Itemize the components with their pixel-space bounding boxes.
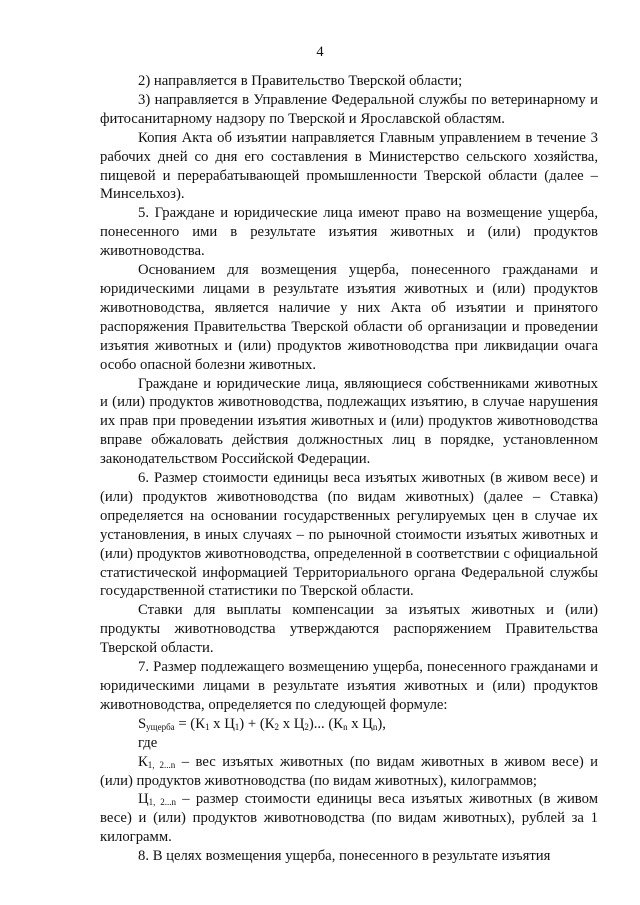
definition-k-sub: 1, 2...n [147, 759, 176, 770]
paragraph-act-copy: Копия Акта об изъятии направляется Главным управлением в течение 3 рабочих дней со дня его составления в Министерство сельского хозяйства, пищевой и перерабатывающей промышленности Тверской области (далее – Минсельхоз). [100, 129, 598, 203]
document-body [100, 72, 598, 866]
definition-c-text: – размер стоимости единицы веса изъятых животных (в живом весе) и (или) продуктов животноводства (по видам животных), рублей за 1 килограмм. [100, 791, 598, 846]
formula-k2-sub: 2 [274, 721, 280, 732]
formula-s: S [138, 715, 147, 732]
paragraph-clause-6: 6. Размер стоимости единицы веса изъятых животных (в живом весе) и (или) продуктов животноводства (по видам животных) (далее – Ставка) определяется на основании государственных регулируемых цен в случае их установления, в иных случаях – по рыночной стоимости изъятых животных и (или) продуктов животноводства, определенной в соответствии с официальной статистической информацией Территориального органа Федеральной службы государственной статистики по Тверской области. [100, 470, 598, 600]
formula-times-3: х [347, 715, 363, 732]
paragraph-clause-8: 8. В целях возмещения ущерба, понесенного в результате изъятия [138, 848, 551, 865]
paragraph-item-2: 2) направляется в Правительство Тверской области; [138, 73, 463, 89]
page-number: 4 [316, 44, 324, 60]
definition-k [100, 753, 598, 791]
paragraph-grounds: Основанием для возмещения ущерба, понесенного гражданами и юридическими лицами в результате изъятия животных и (или) продуктов животноводства, является наличие у них Акта об изъятии и принятого распоряжения Правительства Тверской области об организации и проведении изъятия животных и (или) продуктов животноводства при ликвидации очага особо опасной болезни животных. [100, 262, 598, 373]
formula-times-2: х [279, 715, 294, 732]
formula-k1: К [195, 715, 205, 732]
formula-c2-sub: 2 [304, 721, 309, 732]
formula-cn-sub: n [372, 721, 378, 732]
formula-ellipsis: )... ( [308, 715, 334, 732]
formula-cn: Ц [362, 715, 373, 732]
where-label: где [138, 734, 158, 751]
formula-plus: ) + ( [239, 715, 265, 732]
formula-kn: К [333, 715, 344, 732]
formula-kn-sub: n [343, 721, 348, 732]
paragraph-clause-7: 7. Размер подлежащего возмещению ущерба, понесенного гражданами и юридическими лицами в результате изъятия животных и (или) продуктов животноводства, определяется по следующей формуле: [100, 659, 598, 713]
definition-k-text: – вес изъятых животных (по видам животных в живом весе) и (или) продуктов животноводства (по видам животных), килограммов; [100, 753, 598, 789]
paragraph-appeal: Граждане и юридические лица, являющиеся собственниками животных и (или) продуктов животноводства, подлежащих изъятию, в случае нарушения их прав при проведении изъятия животных и (или) продуктов животноводства вправе обжаловать действия должностных лиц в порядке, установленном законодательством Российской Федерации. [100, 375, 598, 468]
definition-k-symbol: К [138, 753, 148, 770]
formula-c1-sub: 1 [234, 721, 240, 732]
formula-s-sub: ущерба [146, 721, 175, 732]
formula-c1: Ц [224, 715, 235, 732]
formula-times-1: х [209, 715, 225, 732]
formula-equals: = ( [174, 715, 196, 732]
definition-c [100, 790, 598, 847]
formula-k1-sub: 1 [205, 721, 210, 732]
paragraph-rates: Ставки для выплаты компенсации за изъятых животных и (или) продукты животноводства утверждаются распоряжением Правительства Тверской области. [100, 602, 598, 657]
damage-formula [100, 715, 598, 734]
paragraph-clause-5: 5. Граждане и юридические лица имеют право на возмещение ущерба, понесенного ими в результате изъятия животных и (или) продуктов животноводства. [100, 205, 598, 260]
formula-c2: Ц [293, 715, 305, 732]
paragraph-item-3: 3) направляется в Управление Федеральной службы по ветеринарному и фитосанитарному надзору по Тверской и Ярославской областям. [100, 91, 598, 127]
formula-k2: К [264, 715, 275, 732]
definition-c-symbol: Ц [138, 791, 149, 808]
definition-c-sub: 1, 2...n [148, 797, 176, 808]
formula-end: ), [377, 715, 386, 732]
